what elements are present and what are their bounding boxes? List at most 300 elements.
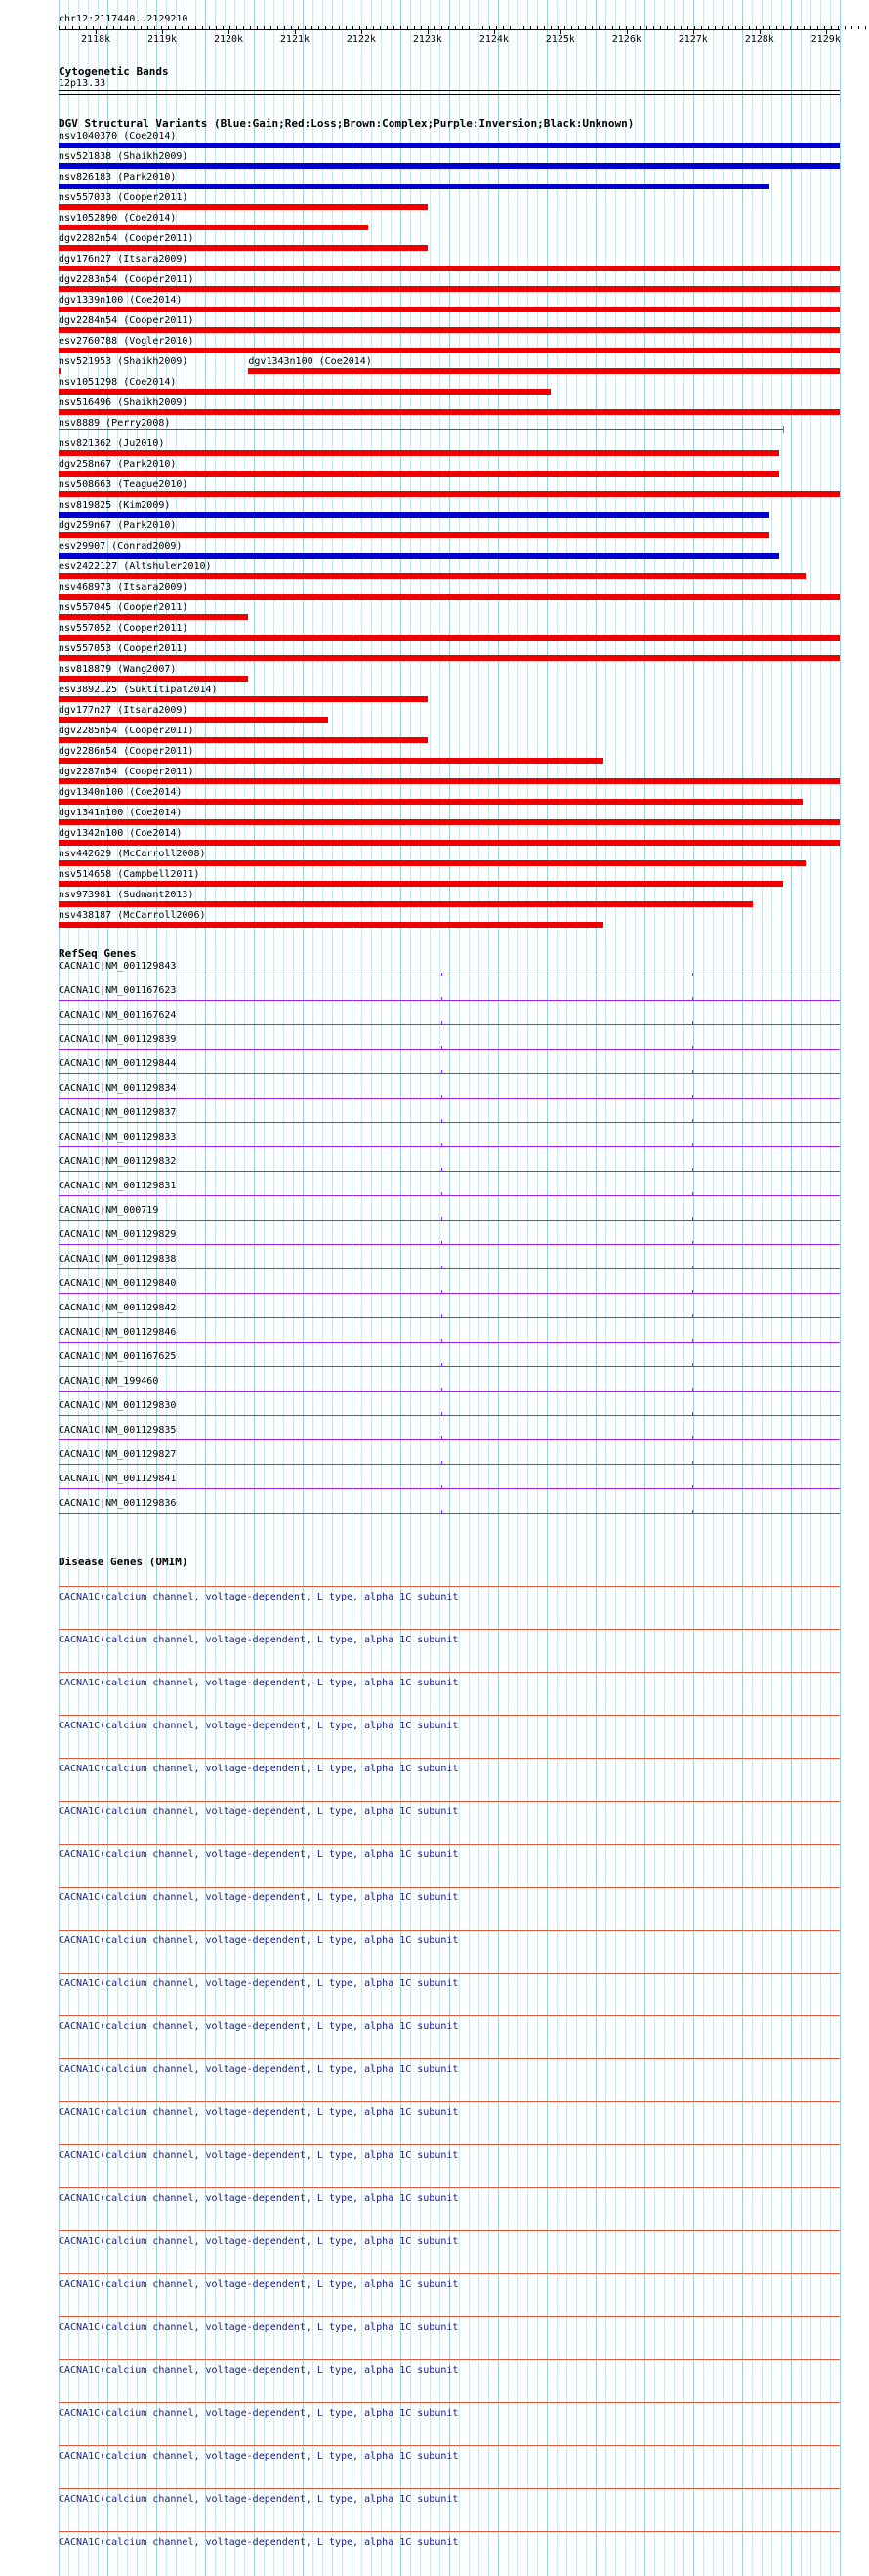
- tick-label: 2123k: [412, 34, 442, 45]
- minor-tick: [790, 26, 791, 29]
- minor-tick: [763, 26, 764, 29]
- variant-bar[interactable]: [59, 840, 840, 846]
- variant-bar[interactable]: [59, 594, 840, 600]
- grid-line: [605, 0, 606, 2576]
- variant-label: dgv2284n54 (Cooper2011): [59, 315, 194, 326]
- omim-track-line: [59, 2015, 840, 2016]
- gene-track-line[interactable]: [59, 1513, 840, 1514]
- omim-label[interactable]: CACNA1C(calcium channel, voltage-dependent, L type, alpha 1C subunit: [59, 2494, 459, 2505]
- exon-mark: [441, 1412, 442, 1416]
- variant-bar[interactable]: [59, 512, 769, 518]
- minor-tick: [510, 26, 511, 29]
- minor-tick: [380, 26, 381, 29]
- exon-mark: [692, 1192, 693, 1196]
- exon-mark: [441, 1192, 442, 1196]
- dgv-title: DGV Structural Variants (Blue:Gain;Red:Loss;Brown:Complex;Purple:Inversion;Black:Unknown): [59, 117, 635, 130]
- omim-track-line: [59, 1629, 840, 1630]
- gene-track-line[interactable]: [59, 1366, 840, 1367]
- grid-line: [537, 0, 538, 2576]
- exon-mark: [692, 1168, 693, 1172]
- grid-line: [586, 0, 587, 2576]
- gene-track-line[interactable]: [59, 1391, 840, 1392]
- grid-line: [830, 0, 831, 2576]
- gene-track-line[interactable]: [59, 1024, 840, 1025]
- minor-tick: [599, 26, 600, 29]
- grid-line: [205, 0, 206, 2576]
- grid-line: [527, 0, 528, 2576]
- minor-tick: [86, 26, 87, 29]
- exon-mark: [441, 1143, 442, 1147]
- variant-label: nsv818879 (Wang2007): [59, 664, 177, 675]
- exon-mark: [692, 1461, 693, 1465]
- gene-label: CACNA1C|NM_001167623: [59, 985, 177, 996]
- variant-label: dgv2286n54 (Cooper2011): [59, 746, 194, 757]
- grid-line: [742, 0, 743, 2576]
- omim-track-line: [59, 2316, 840, 2317]
- minor-tick: [578, 26, 579, 29]
- tick-label: 2129k: [810, 34, 841, 45]
- minor-tick: [564, 26, 565, 29]
- variant-label: dgv1342n100 (Coe2014): [59, 828, 183, 839]
- variant-bar[interactable]: [59, 799, 803, 805]
- variant-label: dgv176n27 (Itsara2009): [59, 254, 188, 265]
- omim-label[interactable]: CACNA1C(calcium channel, voltage-dependent, L type, alpha 1C subunit: [59, 2021, 459, 2032]
- minor-tick: [352, 26, 353, 29]
- minor-tick: [325, 26, 326, 29]
- grid-line: [410, 0, 411, 2576]
- variant-bar[interactable]: [59, 676, 248, 682]
- variant-bar[interactable]: [248, 368, 840, 374]
- minor-tick: [421, 26, 422, 29]
- variant-bar[interactable]: [59, 922, 603, 928]
- gene-track-line[interactable]: [59, 1195, 840, 1196]
- exon-mark: [441, 1485, 442, 1489]
- variant-bar[interactable]: [59, 409, 840, 415]
- minor-tick: [359, 26, 360, 29]
- minor-tick: [209, 26, 210, 29]
- variant-bar[interactable]: [59, 348, 840, 353]
- gene-track-line[interactable]: [59, 1098, 840, 1099]
- omim-label[interactable]: CACNA1C(calcium channel, voltage-dependent, L type, alpha 1C subunit: [59, 2279, 459, 2290]
- minor-tick: [65, 26, 66, 29]
- minor-tick: [257, 26, 258, 29]
- minor-tick: [188, 26, 189, 29]
- gene-track-line[interactable]: [59, 1220, 840, 1221]
- exon-mark: [441, 1241, 442, 1245]
- minor-tick: [236, 26, 237, 29]
- minor-tick: [735, 26, 736, 29]
- minor-tick: [544, 26, 545, 29]
- minor-tick: [687, 26, 688, 29]
- omim-label[interactable]: CACNA1C(calcium channel, voltage-dependent, L type, alpha 1C subunit: [59, 1592, 459, 1602]
- exon-mark: [692, 1339, 693, 1343]
- grid-line: [234, 0, 235, 2576]
- cytoband-line-1: [59, 90, 840, 91]
- variant-bar[interactable]: [59, 819, 840, 825]
- gene-label: CACNA1C|NM_001167625: [59, 1351, 177, 1362]
- exon-mark: [441, 1363, 442, 1367]
- tick-label: 2121k: [279, 34, 310, 45]
- variant-bar[interactable]: [59, 655, 840, 661]
- omim-label[interactable]: CACNA1C(calcium channel, voltage-dependent, L type, alpha 1C subunit: [59, 1935, 459, 1946]
- grid-line: [703, 0, 704, 2576]
- omim-track-line: [59, 2058, 840, 2059]
- variant-bar[interactable]: [59, 778, 840, 784]
- omim-label[interactable]: CACNA1C(calcium channel, voltage-dependent, L type, alpha 1C subunit: [59, 2365, 459, 2376]
- exon-mark: [441, 973, 442, 976]
- minor-tick: [311, 26, 312, 29]
- grid-line: [596, 0, 597, 2576]
- grid-line: [683, 0, 684, 2576]
- variant-bar[interactable]: [59, 450, 779, 456]
- variant-label: nsv557033 (Cooper2011): [59, 192, 188, 203]
- grid-line: [723, 0, 724, 2576]
- variant-bar[interactable]: [59, 717, 328, 723]
- minor-tick: [168, 26, 169, 29]
- grid-line: [566, 0, 567, 2576]
- minor-tick: [243, 26, 244, 29]
- gene-label: CACNA1C|NM_001129842: [59, 1303, 177, 1313]
- minor-tick: [291, 26, 292, 29]
- variant-bar[interactable]: [59, 553, 779, 559]
- gene-label: CACNA1C|NM_001129843: [59, 961, 177, 972]
- variant-label: dgv259n67 (Park2010): [59, 520, 177, 531]
- variant-bar[interactable]: [59, 245, 428, 251]
- minor-tick: [749, 26, 750, 29]
- grid-line: [381, 0, 382, 2576]
- gene-track-line[interactable]: [59, 1439, 840, 1440]
- gene-label: CACNA1C|NM_199460: [59, 1376, 159, 1387]
- minor-tick: [530, 26, 531, 29]
- minor-tick: [612, 26, 613, 29]
- gene-track-line[interactable]: [59, 1073, 840, 1074]
- gene-track-line[interactable]: [59, 1244, 840, 1245]
- grid-line: [391, 0, 392, 2576]
- exon-mark: [441, 1314, 442, 1318]
- gene-track-line[interactable]: [59, 1488, 840, 1489]
- gene-track-line[interactable]: [59, 1342, 840, 1343]
- grid-line: [791, 0, 792, 2576]
- variant-label: nsv442629 (McCarroll2008): [59, 849, 206, 859]
- minor-tick: [728, 26, 729, 29]
- grid-line: [713, 0, 714, 2576]
- variant-label: nsv521953 (Shaikh2009): [59, 356, 188, 367]
- exon-mark: [692, 1119, 693, 1123]
- gene-label: CACNA1C|NM_001129834: [59, 1083, 177, 1094]
- grid-line: [693, 0, 694, 2576]
- omim-track-line: [59, 2144, 840, 2145]
- minor-tick: [120, 26, 121, 29]
- omim-label[interactable]: CACNA1C(calcium channel, voltage-dependent, L type, alpha 1C subunit: [59, 2064, 459, 2075]
- minor-tick: [448, 26, 449, 29]
- minor-tick: [305, 26, 306, 29]
- variant-label: esv29907 (Conrad2009): [59, 541, 183, 552]
- exon-mark: [692, 1143, 693, 1147]
- gene-track-line[interactable]: [59, 1268, 840, 1269]
- variant-bar[interactable]: [59, 901, 753, 907]
- grid-line: [654, 0, 655, 2576]
- omim-label[interactable]: CACNA1C(calcium channel, voltage-dependent, L type, alpha 1C subunit: [59, 2107, 459, 2118]
- gene-track-line[interactable]: [59, 1122, 840, 1123]
- variant-bar[interactable]: [59, 368, 61, 374]
- minor-tick: [318, 26, 319, 29]
- grid-line: [781, 0, 782, 2576]
- variant-bar[interactable]: [59, 758, 603, 764]
- variant-bar[interactable]: [59, 491, 840, 497]
- variant-bar[interactable]: [59, 143, 840, 148]
- exon-mark: [692, 997, 693, 1001]
- omim-label[interactable]: CACNA1C(calcium channel, voltage-dependent, L type, alpha 1C subunit: [59, 1764, 459, 1774]
- omim-track-line: [59, 1672, 840, 1673]
- gene-track-line[interactable]: [59, 1171, 840, 1172]
- minor-tick: [147, 26, 148, 29]
- omim-label[interactable]: CACNA1C(calcium channel, voltage-dependent, L type, alpha 1C subunit: [59, 1635, 459, 1645]
- exon-mark: [692, 1388, 693, 1392]
- grid-line: [371, 0, 372, 2576]
- minor-tick: [537, 26, 538, 29]
- variant-bar[interactable]: [59, 696, 428, 702]
- variant-label: esv2422127 (Altshuler2010): [59, 561, 212, 572]
- omim-track-line: [59, 2187, 840, 2188]
- grid-line: [342, 0, 343, 2576]
- gene-label: CACNA1C|NM_001129846: [59, 1327, 177, 1338]
- minor-tick: [414, 26, 415, 29]
- minor-tick: [141, 26, 142, 29]
- variant-bar[interactable]: [59, 573, 806, 579]
- minor-tick: [701, 26, 702, 29]
- gene-track-line[interactable]: [59, 1049, 840, 1050]
- omim-label[interactable]: CACNA1C(calcium channel, voltage-dependent, L type, alpha 1C subunit: [59, 1721, 459, 1731]
- grid-line: [420, 0, 421, 2576]
- omim-track-line: [59, 2445, 840, 2446]
- variant-bar[interactable]: [59, 635, 840, 641]
- grid-line: [771, 0, 772, 2576]
- variant-label: dgv2282n54 (Cooper2011): [59, 233, 194, 244]
- variant-bar[interactable]: [59, 737, 428, 743]
- omim-label[interactable]: CACNA1C(calcium channel, voltage-dependent, L type, alpha 1C subunit: [59, 2150, 459, 2161]
- variant-label: nsv521838 (Shaikh2009): [59, 151, 188, 162]
- variant-bar[interactable]: [59, 429, 783, 430]
- variant-bar[interactable]: [59, 184, 769, 189]
- variant-bar[interactable]: [59, 881, 783, 887]
- omim-label[interactable]: CACNA1C(calcium channel, voltage-dependent, L type, alpha 1C subunit: [59, 2537, 459, 2548]
- variant-bar[interactable]: [59, 286, 840, 292]
- variant-bar[interactable]: [59, 532, 769, 538]
- minor-tick: [441, 26, 442, 29]
- minor-tick: [756, 26, 757, 29]
- variant-bar[interactable]: [59, 389, 551, 395]
- grid-line: [430, 0, 431, 2576]
- grid-line: [615, 0, 616, 2576]
- variant-label: nsv8889 (Perry2008): [59, 418, 171, 429]
- omim-label[interactable]: CACNA1C(calcium channel, voltage-dependent, L type, alpha 1C subunit: [59, 2193, 459, 2204]
- grid-line: [576, 0, 577, 2576]
- exon-mark: [692, 1095, 693, 1099]
- variant-bar[interactable]: [59, 266, 840, 271]
- omim-label[interactable]: CACNA1C(calcium channel, voltage-dependent, L type, alpha 1C subunit: [59, 1892, 459, 1903]
- minor-tick: [264, 26, 265, 29]
- exon-mark: [441, 1046, 442, 1050]
- minor-tick: [708, 26, 709, 29]
- omim-label[interactable]: CACNA1C(calcium channel, voltage-dependent, L type, alpha 1C subunit: [59, 1978, 459, 1989]
- grid-line: [752, 0, 753, 2576]
- variant-bar[interactable]: [59, 471, 779, 477]
- grid-line: [244, 0, 245, 2576]
- variant-bar[interactable]: [59, 614, 248, 620]
- minor-tick: [373, 26, 374, 29]
- variant-label: nsv973981 (Sudmant2013): [59, 890, 194, 900]
- minor-tick: [804, 26, 805, 29]
- variant-label: nsv508663 (Teague2010): [59, 479, 188, 490]
- omim-title: Disease Genes (OMIM): [59, 1556, 188, 1568]
- minor-tick: [831, 26, 832, 29]
- minor-tick: [455, 26, 456, 29]
- omim-label[interactable]: CACNA1C(calcium channel, voltage-dependent, L type, alpha 1C subunit: [59, 1849, 459, 1860]
- omim-label[interactable]: CACNA1C(calcium channel, voltage-dependent, L type, alpha 1C subunit: [59, 2408, 459, 2419]
- gene-label: CACNA1C|NM_001129830: [59, 1400, 177, 1411]
- grid-line: [225, 0, 226, 2576]
- grid-line: [732, 0, 733, 2576]
- omim-track-line: [59, 2531, 840, 2532]
- variant-bar[interactable]: [59, 204, 428, 210]
- grid-line: [312, 0, 313, 2576]
- minor-tick: [339, 26, 340, 29]
- variant-label: nsv557045 (Cooper2011): [59, 602, 188, 613]
- minor-tick: [223, 26, 224, 29]
- gene-track-line[interactable]: [59, 1000, 840, 1001]
- omim-track-line: [59, 2488, 840, 2489]
- grid-line: [400, 0, 401, 2576]
- minor-tick: [646, 26, 647, 29]
- grid-line: [820, 0, 821, 2576]
- grid-line: [478, 0, 479, 2576]
- minor-tick: [489, 26, 490, 29]
- grid-line: [517, 0, 518, 2576]
- omim-track-line: [59, 1887, 840, 1888]
- variant-bar[interactable]: [59, 163, 840, 169]
- cytoband-title: Cytogenetic Bands: [59, 65, 169, 78]
- exon-mark: [692, 1314, 693, 1318]
- variant-label: dgv2285n54 (Cooper2011): [59, 726, 194, 736]
- minor-tick: [270, 26, 271, 29]
- grid-line: [195, 0, 196, 2576]
- gene-label: CACNA1C|NM_001129833: [59, 1132, 177, 1143]
- omim-label[interactable]: CACNA1C(calcium channel, voltage-dependent, L type, alpha 1C subunit: [59, 2322, 459, 2333]
- minor-tick: [100, 26, 101, 29]
- minor-tick: [496, 26, 497, 29]
- variant-bar[interactable]: [59, 327, 840, 333]
- grid-line: [283, 0, 284, 2576]
- minor-tick: [558, 26, 559, 29]
- gene-label: CACNA1C|NM_001129838: [59, 1254, 177, 1265]
- gene-track-line[interactable]: [59, 1293, 840, 1294]
- variant-label: dgv1343n100 (Coe2014): [248, 356, 372, 367]
- variant-label: esv2760788 (Vogler2010): [59, 336, 194, 347]
- variant-label: dgv177n27 (Itsara2009): [59, 705, 188, 716]
- minor-tick: [653, 26, 654, 29]
- minor-tick: [865, 26, 866, 29]
- minor-tick: [127, 26, 128, 29]
- variant-bar[interactable]: [59, 307, 840, 312]
- grid-line: [810, 0, 811, 2576]
- omim-label[interactable]: CACNA1C(calcium channel, voltage-dependent, L type, alpha 1C subunit: [59, 2451, 459, 2462]
- omim-label[interactable]: CACNA1C(calcium channel, voltage-dependent, L type, alpha 1C subunit: [59, 1678, 459, 1688]
- exon-mark: [441, 1436, 442, 1440]
- exon-mark: [441, 1388, 442, 1392]
- variant-label: esv3892125 (Suktitipat2014): [59, 685, 218, 695]
- exon-mark: [692, 1266, 693, 1269]
- grid-line: [322, 0, 323, 2576]
- exon-mark: [441, 1461, 442, 1465]
- exon-mark: [692, 1436, 693, 1440]
- omim-track-line: [59, 2101, 840, 2102]
- grid-line: [293, 0, 294, 2576]
- minor-tick: [858, 26, 859, 29]
- gene-label: CACNA1C|NM_001129831: [59, 1181, 177, 1191]
- omim-track-line: [59, 1801, 840, 1802]
- grid-line: [498, 0, 499, 2576]
- grid-line: [557, 0, 558, 2576]
- grid-line: [762, 0, 763, 2576]
- minor-tick: [503, 26, 504, 29]
- variant-label: nsv557053 (Cooper2011): [59, 644, 188, 654]
- minor-tick: [605, 26, 606, 29]
- grid-line: [635, 0, 636, 2576]
- grid-line: [361, 0, 362, 2576]
- omim-track-line: [59, 2273, 840, 2274]
- variant-bar[interactable]: [59, 860, 806, 866]
- omim-track-line: [59, 2402, 840, 2403]
- exon-mark: [441, 1217, 442, 1221]
- grid-line: [254, 0, 255, 2576]
- minor-tick: [332, 26, 333, 29]
- variant-bar[interactable]: [59, 225, 368, 230]
- grid-line: [303, 0, 304, 2576]
- variant-label: dgv1341n100 (Coe2014): [59, 808, 183, 818]
- gene-label: CACNA1C|NM_001129844: [59, 1059, 177, 1069]
- grid-line: [664, 0, 665, 2576]
- minor-tick: [551, 26, 552, 29]
- grid-line: [625, 0, 626, 2576]
- minor-tick: [250, 26, 251, 29]
- gene-track-line[interactable]: [59, 1464, 840, 1465]
- omim-label[interactable]: CACNA1C(calcium channel, voltage-dependent, L type, alpha 1C subunit: [59, 2236, 459, 2247]
- minor-tick: [113, 26, 114, 29]
- grid-line: [644, 0, 645, 2576]
- omim-track-line: [59, 2359, 840, 2360]
- minor-tick: [195, 26, 196, 29]
- gene-track-line[interactable]: [59, 1317, 840, 1318]
- variant-label: nsv826183 (Park2010): [59, 172, 177, 183]
- exon-mark: [441, 1070, 442, 1074]
- omim-track-line: [59, 1844, 840, 1845]
- variant-label: nsv1040370 (Coe2014): [59, 131, 177, 142]
- omim-label[interactable]: CACNA1C(calcium channel, voltage-dependent, L type, alpha 1C subunit: [59, 1807, 459, 1817]
- ruler-line: [59, 29, 840, 30]
- variant-label: nsv516496 (Shaikh2009): [59, 397, 188, 408]
- minor-tick: [667, 26, 668, 29]
- gene-label: CACNA1C|NM_001129837: [59, 1107, 177, 1118]
- minor-tick: [346, 26, 347, 29]
- gene-label: CACNA1C|NM_001129832: [59, 1156, 177, 1167]
- omim-track-line: [59, 1758, 840, 1759]
- gene-track-line[interactable]: [59, 1146, 840, 1147]
- gene-track-line[interactable]: [59, 1415, 840, 1416]
- exon-mark: [692, 1217, 693, 1221]
- gene-label: CACNA1C|NM_001129827: [59, 1449, 177, 1460]
- minor-tick: [619, 26, 620, 29]
- minor-tick: [810, 26, 811, 29]
